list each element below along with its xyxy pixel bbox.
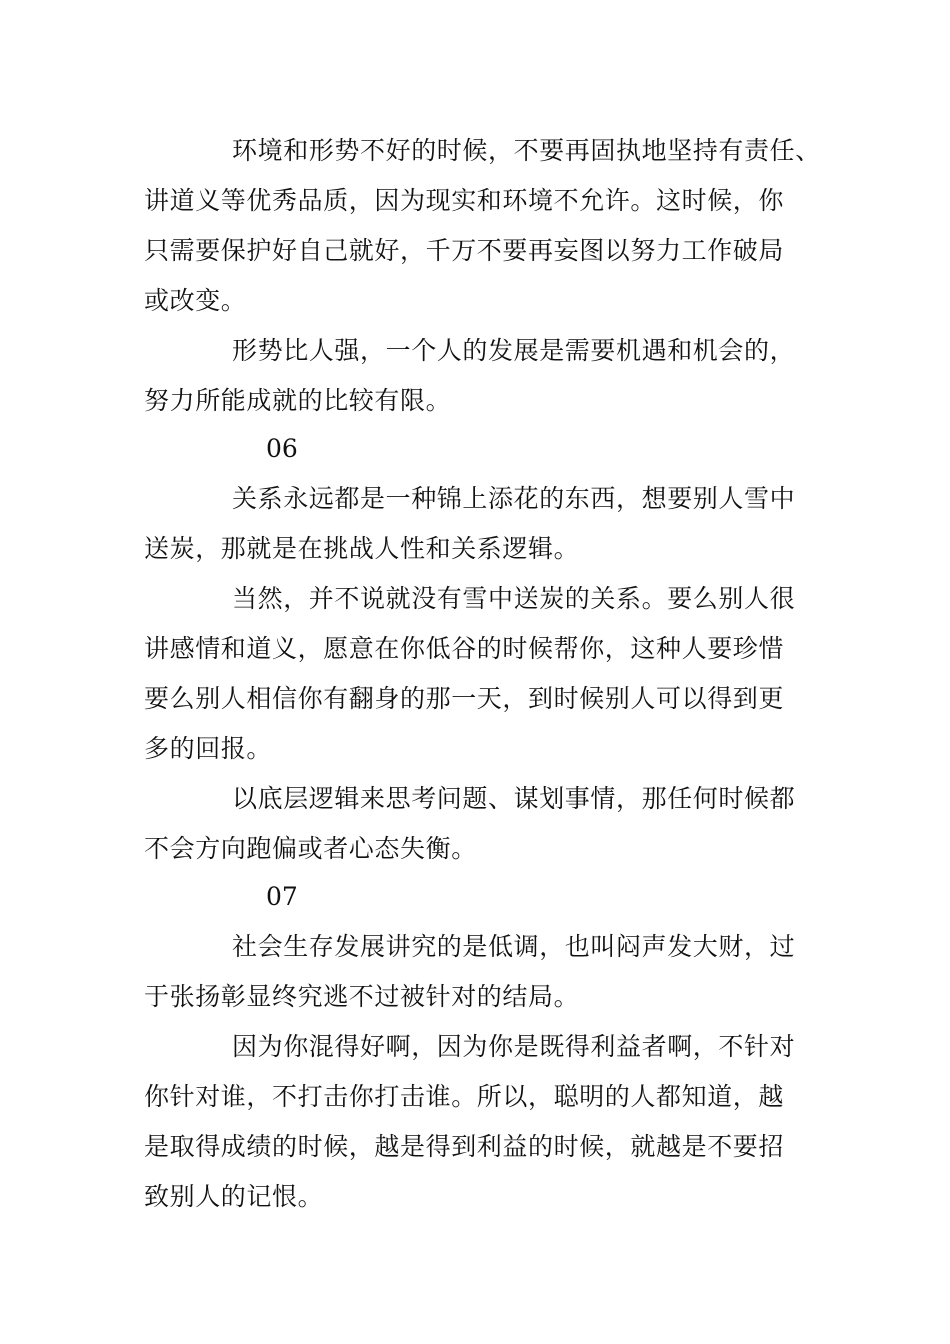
paragraph-line: 讲感情和道义，愿意在你低谷的时候帮你，这种人要珍惜 bbox=[144, 634, 785, 663]
paragraph-line: 要么别人相信你有翻身的那一天，到时候别人可以得到更 bbox=[144, 684, 785, 713]
paragraph-line: 送炭，那就是在挑战人性和关系逻辑。 bbox=[144, 534, 580, 563]
paragraph-line: 是取得成绩的时候，越是得到利益的时候，就越是不要招 bbox=[144, 1132, 785, 1161]
paragraph-line: 当然，并不说就没有雪中送炭的关系。要么别人很 bbox=[232, 584, 796, 613]
paragraph-line: 努力所能成就的比较有限。 bbox=[144, 386, 452, 415]
paragraph-line: 只需要保护好自己就好，千万不要再妄图以努力工作破局 bbox=[144, 236, 785, 265]
paragraph-line: 关系永远都是一种锦上添花的东西，想要别人雪中 bbox=[232, 484, 796, 513]
section-number: 07 bbox=[266, 882, 298, 911]
paragraph-line: 因为你混得好啊，因为你是既得利益者啊，不针对 bbox=[232, 1032, 796, 1061]
paragraph-line: 你针对谁，不打击你打击谁。所以，聪明的人都知道，越 bbox=[144, 1082, 785, 1111]
paragraph-line: 社会生存发展讲究的是低调，也叫闷声发大财，过 bbox=[232, 932, 796, 961]
paragraph-line: 以底层逻辑来思考问题、谋划事情，那任何时候都 bbox=[232, 784, 796, 813]
paragraph-line: 环境和形势不好的时候，不要再固执地坚持有责任、 bbox=[232, 136, 821, 165]
paragraph-line: 或改变。 bbox=[144, 286, 247, 315]
paragraph-line: 于张扬彰显终究逃不过被针对的结局。 bbox=[144, 982, 580, 1011]
paragraph-line: 多的回报。 bbox=[144, 734, 273, 763]
paragraph-line: 讲道义等优秀品质，因为现实和环境不允许。这时候，你 bbox=[144, 186, 785, 215]
paragraph-line: 形势比人强，一个人的发展是需要机遇和机会的， bbox=[232, 336, 796, 365]
section-number: 06 bbox=[266, 434, 298, 463]
paragraph-line: 致别人的记恨。 bbox=[144, 1182, 324, 1211]
paragraph-line: 不会方向跑偏或者心态失衡。 bbox=[144, 834, 477, 863]
